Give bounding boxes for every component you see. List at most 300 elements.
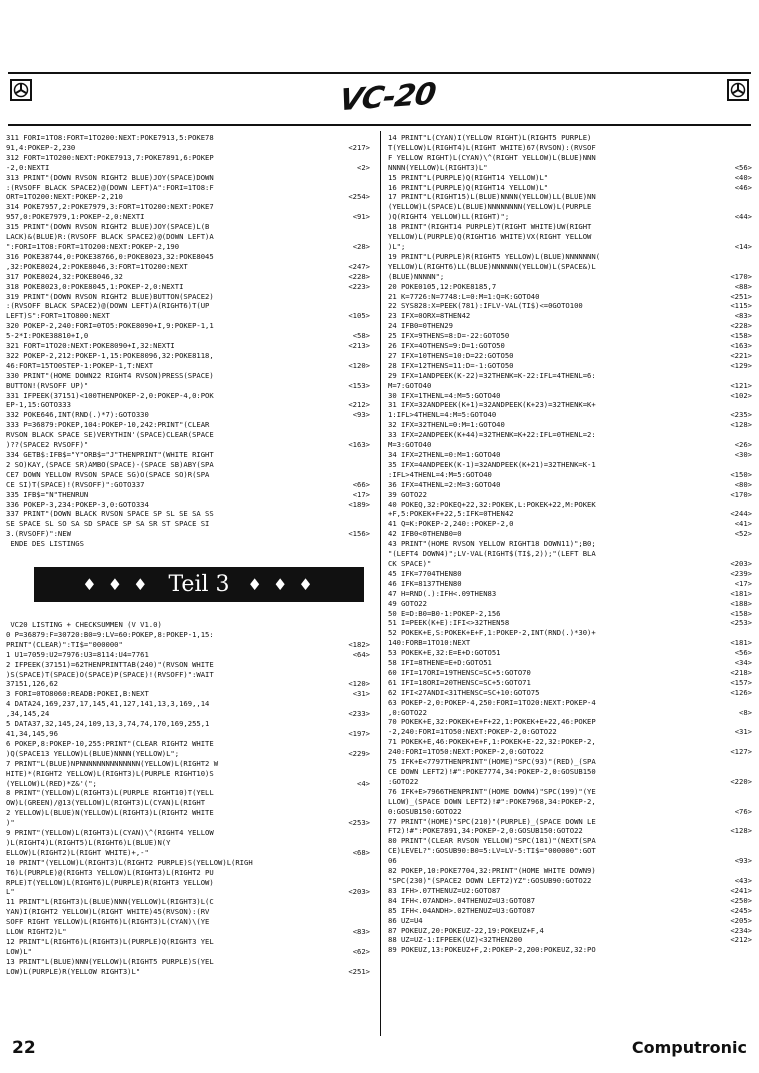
code-text: HITE)*(RIGHT2 YELLOW)L(RIGHT3)L(PURPLE RIGHT10)S bbox=[6, 768, 214, 778]
listing-line bbox=[6, 262, 370, 272]
listing-line bbox=[6, 709, 370, 719]
code-text: )S(SPACE)T(SPACE)O(SPACE)P(SPACE)!(RVSOFF)":WAIT bbox=[6, 669, 214, 679]
listing-line bbox=[388, 599, 752, 609]
listing-line bbox=[388, 688, 752, 698]
left-column-listing bbox=[6, 133, 370, 549]
code-text: 331 IFPEEK(37151)<100THENPOKEP-2,0:POKEP-4,0:POK bbox=[6, 390, 214, 400]
code-text: 334 GETB$:IFB$="Y"ORB$="J"THENPRINT"(WHITE RIGHT bbox=[6, 450, 214, 459]
listing-line bbox=[6, 858, 370, 868]
checksum: <228> bbox=[348, 271, 370, 281]
code-text: 337 PRINT"(DOWN BLACK RVSON SPACE SP SL SE SA SS bbox=[6, 509, 214, 519]
listing-line bbox=[388, 549, 752, 559]
listing-line bbox=[388, 262, 752, 272]
code-text: 46:FORT=15TO0STEP-1:POKEP-1,T:NEXT bbox=[6, 360, 154, 370]
code-text: 40 POKEQ,32:POKEQ+22,32:POKEK,L:POKEK+22,M:POKEK bbox=[388, 499, 596, 509]
code-text: 80 PRINT"(CLEAR RVSON YELLOW)"SPC(181)"(NEXT(SPA bbox=[388, 836, 596, 846]
listing-line bbox=[388, 826, 752, 836]
code-text: CE SI)T(SPACE)!(RVSOFF)":GOTO337 bbox=[6, 479, 145, 489]
listing-line bbox=[388, 341, 752, 351]
listing-line bbox=[6, 798, 370, 808]
listing-line bbox=[6, 907, 370, 917]
code-text: )??(SPACE2 RVSOFF)" bbox=[6, 440, 89, 450]
checksum: <158> bbox=[730, 608, 752, 618]
listing-line bbox=[6, 957, 370, 967]
code-text: CK SPACE)" bbox=[388, 558, 432, 568]
checksum: <189> bbox=[348, 499, 370, 509]
vc20-logo: VC-20 bbox=[336, 76, 438, 119]
checksum: <8> bbox=[739, 707, 752, 717]
checksum: <233> bbox=[348, 709, 370, 719]
code-text: 4 DATA24,169,237,17,145,41,127,141,13,3,169,,14 bbox=[6, 699, 210, 709]
code-text: 18 PRINT"(RIGHT14 PURPLE)T(RIGHT WHITE)UW(RIGHT bbox=[388, 222, 592, 232]
listing-line bbox=[388, 480, 752, 490]
checksum: <91> bbox=[352, 212, 370, 222]
listing-line bbox=[6, 927, 370, 937]
listing-line bbox=[388, 876, 752, 886]
code-text: (BLUE)NNNNN"; bbox=[388, 271, 445, 281]
checksum: <228> bbox=[730, 321, 752, 331]
checksum: <66> bbox=[352, 479, 370, 489]
code-text: 315 PRINT"(DOWN RVSON RIGHT2 BLUE)JOY(SPACE)L(B bbox=[6, 222, 210, 232]
checksum: <158> bbox=[730, 331, 752, 341]
checksum: <157> bbox=[730, 677, 752, 687]
listing-line bbox=[6, 470, 370, 480]
listing-line bbox=[388, 470, 752, 480]
code-text: 88 UZ=UZ-1:IFPEEK(UZ)<32THEN200 bbox=[388, 935, 523, 945]
checksum: <56> bbox=[734, 648, 752, 658]
listing-line bbox=[6, 779, 370, 789]
listing-line bbox=[388, 717, 752, 727]
code-text: 75 IFK+E<7797THENPRINT"(HOME)"SPC(93)"(RED)_(SPA bbox=[388, 757, 596, 767]
code-text: ,32:POKE8024,2:POKE8046,3:FORT=1TO200:NEXT bbox=[6, 261, 188, 271]
listing-line bbox=[6, 808, 370, 818]
listing-line bbox=[6, 887, 370, 897]
checksum: <150> bbox=[730, 469, 752, 479]
code-text: L" bbox=[6, 887, 15, 897]
code-text: 24 IFB0=0THEN29 bbox=[388, 321, 453, 331]
code-text: 333 P=36879:POKEP,104:POKEP-10,242:PRINT"(CLEAR bbox=[6, 420, 210, 430]
checksum: <56> bbox=[734, 162, 752, 172]
listing-line bbox=[6, 252, 370, 262]
code-text: LLOW)_(SPACE DOWN LEFT2)!#":POKE7968,34:POKEP-2, bbox=[388, 796, 596, 806]
listing-line bbox=[6, 133, 370, 143]
code-text: 21 K=7726:N=7748:L=0:M=1:Q=K:GOTO40 bbox=[388, 291, 540, 301]
listing-line bbox=[388, 747, 752, 757]
code-text: 42 IFB0<0THENB0=0 bbox=[388, 529, 462, 539]
checksum: <221> bbox=[730, 350, 752, 360]
checksum: <129> bbox=[730, 360, 752, 370]
code-text: 60 IFI=17ORI=19THENSC=SC+5:GOTO70 bbox=[388, 667, 531, 677]
listing-line bbox=[388, 212, 752, 222]
code-text: CE7 DOWN YELLOW RVSON SPACE SG)O(SPACE SO)R(SPA bbox=[6, 469, 210, 479]
listing-line bbox=[388, 698, 752, 708]
listing-line bbox=[388, 945, 752, 955]
code-text: 06 bbox=[388, 856, 397, 866]
checksum: <30> bbox=[734, 450, 752, 459]
checksum: <128> bbox=[730, 826, 752, 836]
column-divider bbox=[380, 131, 381, 1036]
code-text: NNNN(YELLOW)L(RIGHT3)L" bbox=[388, 162, 488, 172]
code-text: 13 PRINT"L(BLUE)NNN(YELLOW)L(RIGHT5 PURPLE)S(YEL bbox=[6, 956, 214, 966]
listing-line bbox=[388, 509, 752, 519]
code-text: )" bbox=[6, 818, 15, 828]
code-text: 36 IFX=4THENL=2:M=3:GOTO40 bbox=[388, 479, 501, 489]
code-text: F YELLOW RIGHT)L(CYAN)\^(RIGHT YELLOW)L(BLUE)NNN bbox=[388, 152, 596, 162]
code-text: 39 GOTO22 bbox=[388, 489, 427, 499]
listing-line bbox=[6, 868, 370, 878]
checksum: <120> bbox=[348, 679, 370, 689]
checksum: <80> bbox=[734, 479, 752, 489]
listing-line bbox=[388, 886, 752, 896]
code-text: 140:FORB=1TO10:NEXT bbox=[388, 638, 471, 648]
checksum: <52> bbox=[734, 529, 752, 539]
listing-line bbox=[388, 678, 752, 688]
checksum: <58> bbox=[352, 331, 370, 341]
checksum: <188> bbox=[730, 598, 752, 608]
listing-line bbox=[6, 400, 370, 410]
checksum: <83> bbox=[734, 311, 752, 321]
listing-line bbox=[6, 848, 370, 858]
code-text: 70 POKEK+E,32:POKEK+E+F+22,1:POKEK+E+22,46:POKEP bbox=[388, 717, 596, 727]
listing-line bbox=[6, 917, 370, 927]
checksum: <203> bbox=[348, 887, 370, 897]
code-text: 3 FORI=0TO8060:READB:POKEI,B:NEXT bbox=[6, 689, 149, 699]
code-text: LEFT)S":FORT=1TO800:NEXT bbox=[6, 311, 110, 321]
code-text: YAN)I(RIGHT2 YELLOW)L(RIGHT WHITE)45(RVSON):(RV bbox=[6, 907, 210, 917]
checksum: <239> bbox=[730, 568, 752, 578]
code-text: 19 PRINT"L(PURPLE)R(RIGHT5 YELLOW)L(BLUE)NNNNNNN( bbox=[388, 251, 601, 261]
listing-line bbox=[388, 500, 752, 510]
commodore-emblem-right-icon bbox=[727, 79, 749, 101]
code-text: YELLOW)L(RIGHT6)LL(BLUE)NNNNNN(YELLOW)L(SPACE&)L bbox=[388, 261, 596, 271]
code-text: SOFF RIGHT YELLOW)L(RIGHT6)L(RIGHT3)L(CYAN)\(YE bbox=[6, 917, 210, 927]
listing-line bbox=[388, 618, 752, 628]
checksum: <44> bbox=[734, 212, 752, 222]
code-text: 61 IFI=18ORI=20THENSC=SC+5:GOTO71 bbox=[388, 677, 531, 687]
listing-line bbox=[6, 371, 370, 381]
listing-line bbox=[6, 729, 370, 739]
code-text: 41 Q=K:POKEP-2,240::POKEP-2,0 bbox=[388, 519, 514, 529]
listing-line bbox=[388, 163, 752, 173]
listing-line bbox=[388, 252, 752, 262]
listing-line bbox=[6, 769, 370, 779]
code-text: LACK)&(BLUE)R:(RVSOFF BLACK SPACE2)@(DOWN LEFT)A bbox=[6, 232, 214, 242]
listing-line bbox=[388, 777, 752, 787]
checksum: <170> bbox=[730, 489, 752, 499]
listing-line bbox=[6, 301, 370, 311]
section-banner bbox=[34, 567, 364, 602]
code-text: 8 PRINT"(YELLOW)L(RIGHT3)L(PURPLE RIGHT10)T(YELL bbox=[6, 788, 214, 798]
listing-line bbox=[6, 321, 370, 331]
code-text: 15 PRINT"L(PURPLE)Q(RIGHT14 YELLOW)L" bbox=[388, 172, 549, 182]
checksum: <251> bbox=[348, 966, 370, 976]
checksum: <76> bbox=[734, 806, 752, 816]
code-text: 20 POKE0105,12:POKE8185,7 bbox=[388, 281, 497, 291]
listing-line bbox=[388, 906, 752, 916]
code-text: 34 IFX=2THENL=0:M=1:GOTO40 bbox=[388, 450, 501, 459]
checksum: <26> bbox=[734, 440, 752, 450]
listing-line bbox=[388, 321, 752, 331]
top-rule bbox=[8, 72, 751, 74]
code-text: 27 IFX=10THENS=10:D=22:GOTO50 bbox=[388, 350, 514, 360]
code-text: ENDE DES LISTINGS bbox=[6, 539, 84, 549]
checksum: <121> bbox=[730, 380, 752, 390]
code-text: 37151,126,62 bbox=[6, 679, 58, 689]
listing-line bbox=[388, 331, 752, 341]
code-text: SE SPACE SL SO SA SD SPACE SP SA SR ST SPACE SI bbox=[6, 519, 210, 529]
checksum: <41> bbox=[734, 519, 752, 529]
code-text: RPLE)T(YELLOW)L(RIGHT6)L(PURPLE)R(RIGHT3 YELLOW) bbox=[6, 877, 214, 887]
checksum: <245> bbox=[730, 905, 752, 915]
code-text: LLOW RIGHT2)L" bbox=[6, 927, 67, 937]
code-text: 83 IFH>.07THENUZ=U2:GOTO87 bbox=[388, 885, 501, 895]
listing-line bbox=[6, 450, 370, 460]
listing-line bbox=[6, 341, 370, 351]
code-text: 312 FORT=1TO200:NEXT:POKE7913,7:POKE7891,6:POKEP bbox=[6, 152, 214, 162]
code-text: )L(RIGHT4)L(RIGHT5)L(RIGHT6)L(BLUE)N(Y bbox=[6, 837, 171, 847]
checksum: <153> bbox=[348, 380, 370, 390]
code-text: 3.(RVSOFF)":NEW bbox=[6, 529, 71, 539]
code-text: PRINT"(CLEAR)":TI$="000000" bbox=[6, 639, 123, 649]
listing-line bbox=[6, 828, 370, 838]
code-text: 321 FORT=1TO20:NEXT:POKE8090+I,32:NEXTI bbox=[6, 341, 175, 351]
code-text: 317 POKE8024,32:POKE8046,32 bbox=[6, 271, 123, 281]
code-text: 58 IFI=8THENE=E+D:GOTO51 bbox=[388, 658, 492, 668]
page-number: 22 bbox=[12, 1038, 36, 1058]
checksum: <93> bbox=[352, 410, 370, 420]
listing-line bbox=[6, 183, 370, 193]
listing-line bbox=[388, 856, 752, 866]
listing-line bbox=[6, 173, 370, 183]
code-text: 320 POKEP-2,240:FORI=0TO5:POKE8090+I,9:POKEP-1,1 bbox=[6, 321, 214, 331]
listing-line bbox=[388, 896, 752, 906]
listing-line bbox=[388, 658, 752, 668]
checksum: <212> bbox=[348, 400, 370, 410]
code-text: 319 PRINT"(DOWN RVSON RIGHT2 BLUE)BUTTON(SPACE2) bbox=[6, 291, 214, 301]
code-text: 318 POKE8023,0:POKE8045,1:POKEP-2,0:NEXTI bbox=[6, 281, 184, 291]
code-text: 332 POKE646,INT(RND(.)*7):GOTO330 bbox=[6, 410, 149, 420]
listing-line bbox=[6, 311, 370, 321]
listing-line bbox=[388, 708, 752, 718]
code-text: 2 YELLOW)L(BLUE)N(YELLOW)L(RIGHT3)L(RIGHT2 WHITE bbox=[6, 808, 214, 818]
code-text: 76 IFK+E>7966THENPRINT"(HOME DOWN4)"SPC(199)"(YE bbox=[388, 786, 596, 796]
code-text: 335 IFB$="N"THENRUN bbox=[6, 489, 89, 499]
listing-line bbox=[388, 272, 752, 282]
listing-line bbox=[388, 817, 752, 827]
listing-line bbox=[6, 381, 370, 391]
listing-line bbox=[6, 660, 370, 670]
code-text: YELLOW)L(PURPLE)Q(RIGHT16 WHITE)VX(RIGHT YELLOW bbox=[388, 232, 592, 242]
code-text: 330 PRINT"(HOME DOWN22 RIGHT4 RVSON)PRESS(SPACE) bbox=[6, 370, 214, 380]
listing-line bbox=[388, 490, 752, 500]
code-text: 10 PRINT"(YELLOW)L(RIGHT3)L(RIGHT2 PURPLE)S(YELLOW)L(RIGH bbox=[6, 857, 253, 867]
code-text: OW)L(GREEN)/@13(YELLOW)L(RIGHT3)L(CYAN)L(RIGHT bbox=[6, 798, 206, 808]
listing-line bbox=[388, 767, 752, 777]
listing-line bbox=[388, 282, 752, 292]
code-text: M=3:GOTO40 bbox=[388, 440, 432, 450]
code-text: T6)L(PURPLE)@(RIGHT3 YELLOW)L(RIGHT3)L(RIGHT2 PU bbox=[6, 867, 214, 877]
checksum: <205> bbox=[730, 915, 752, 925]
listing-line bbox=[6, 670, 370, 680]
listing-line bbox=[6, 749, 370, 759]
checksum: <213> bbox=[348, 341, 370, 351]
listing-line bbox=[6, 650, 370, 660]
code-text: "(LEFT4 DOWN4)";LV-VAL(RIGHT$(TI$,2));"(LEFT BLA bbox=[388, 549, 596, 559]
checksum: <88> bbox=[734, 281, 752, 291]
code-text: 33 IFX=2ANDPEEK(K+44)=32THENK=K+22:IFL=0THENL=2: bbox=[388, 430, 596, 440]
listing-line bbox=[388, 440, 752, 450]
code-text: 22 SYS828:X=PEEK(781):IFLV-VAL(TI$)<=0GOTO100 bbox=[388, 301, 583, 311]
listing-line bbox=[388, 529, 752, 539]
code-text: 71 POKEK+E,46:POKEK+E+F,1:POKEK+E-22,32:POKEP-2, bbox=[388, 737, 596, 747]
listing-line bbox=[6, 788, 370, 798]
listing-line bbox=[6, 460, 370, 470]
code-text: 50 E=D:B0=B0-1:POKEP-2,156 bbox=[388, 608, 501, 618]
checksum: <218> bbox=[730, 667, 752, 677]
checksum: <2> bbox=[357, 162, 370, 172]
left-column-listing-2 bbox=[6, 620, 370, 977]
listing-line bbox=[388, 242, 752, 252]
code-text: (YELLOW)L(RED)*Z&'("; bbox=[6, 778, 97, 788]
code-text: 0 P=36879:F=30720:B0=9:LV=60:POKEP,8:POKEP-1,15: bbox=[6, 629, 214, 639]
code-text: 85 IFH<.04ANDH>.02THENUZ=U3:GOTO87 bbox=[388, 905, 536, 915]
code-text: ,34,145,24 bbox=[6, 709, 50, 719]
commodore-emblem-left-icon bbox=[10, 79, 32, 101]
checksum: <247> bbox=[348, 261, 370, 271]
checksum: <17> bbox=[734, 578, 752, 588]
listing-line bbox=[388, 916, 752, 926]
listing-line bbox=[388, 559, 752, 569]
listing-line bbox=[6, 689, 370, 699]
listing-line bbox=[6, 490, 370, 500]
code-text: 316 POKE38744,0:POKE38766,0:POKE8023,32:POKE8045 bbox=[6, 251, 214, 261]
code-text: 53 POKEK+E,32:E=E+D:GOTO51 bbox=[388, 648, 501, 658]
checksum: <229> bbox=[348, 748, 370, 758]
code-text: 9 PRINT"(YELLOW)L(RIGHT3)L(CYAN)\^(RIGHT4 YELLOW bbox=[6, 828, 214, 838]
listing-line bbox=[388, 836, 752, 846]
checksum: <203> bbox=[730, 558, 752, 568]
code-text: 336 POKEP-3,234:POKEP-3,0:GOTO334 bbox=[6, 499, 149, 509]
listing-line bbox=[6, 430, 370, 440]
code-text: LOW)L" bbox=[6, 946, 32, 956]
listing-line bbox=[388, 935, 752, 945]
code-text: -2,0:NEXTI bbox=[6, 162, 50, 172]
listing-line bbox=[6, 719, 370, 729]
checksum: <68> bbox=[352, 847, 370, 857]
listing-line bbox=[6, 818, 370, 828]
listing-line bbox=[6, 509, 370, 519]
code-text: 86 UZ=U4 bbox=[388, 915, 423, 925]
checksum: <197> bbox=[348, 728, 370, 738]
listing-line bbox=[6, 222, 370, 232]
listing-line bbox=[388, 301, 752, 311]
listing-line bbox=[388, 381, 752, 391]
code-text: 45 IFK=7704THEN80 bbox=[388, 568, 462, 578]
checksum: <163> bbox=[730, 341, 752, 351]
code-text: :(RVSOFF BLACK SPACE2)@(DOWN LEFT)A":FORI=1TO8:F bbox=[6, 182, 214, 192]
code-text: ORT=1TO200:NEXT:POKEP-2,210 bbox=[6, 192, 123, 202]
code-text: 52 POKEK+E,S:POKEK+E+F,1:POKEP-2,INT(RND(.)*30)+ bbox=[388, 628, 596, 638]
listing-line bbox=[388, 143, 752, 153]
listing-line bbox=[388, 539, 752, 549]
listing-line bbox=[388, 232, 752, 242]
checksum: <253> bbox=[730, 618, 752, 628]
code-text: 41,34,145,96 bbox=[6, 728, 58, 738]
code-text: 1 U1=7059:U2=7976:U3=8114:U4=7761 bbox=[6, 649, 149, 659]
listing-line bbox=[6, 640, 370, 650]
listing-line bbox=[6, 739, 370, 749]
checksum: <62> bbox=[352, 946, 370, 956]
listing-line bbox=[388, 222, 752, 232]
code-text: 957,0:POKE7979,1:POKEP-2,0:NEXTI bbox=[6, 212, 145, 222]
right-column-listing bbox=[388, 133, 752, 955]
code-text: VC20 LISTING + CHECKSUMMEN (V V1.0) bbox=[6, 620, 162, 629]
code-text: 84 IFH<.07ANDH>.04THENUZ=U3:GOTO87 bbox=[388, 895, 536, 905]
code-text: 1:IFL>4THENL=4:M=5:GOTO40 bbox=[388, 410, 497, 420]
checksum: <40> bbox=[734, 172, 752, 182]
code-text: 82 POKEP,10:POKE7704,32:PRINT"(HOME WHITE DOWN9) bbox=[388, 866, 596, 876]
code-text: 16 PRINT"L(PURPLE)Q(RIGHT14 YELLOW)L" bbox=[388, 182, 549, 192]
diamonds-right: ♦ ♦ ♦ bbox=[247, 575, 316, 594]
code-text: M=7:GOTO40 bbox=[388, 380, 432, 390]
code-text: 240:FORI=1TO50:NEXT:POKEP-2,0:GOTO22 bbox=[388, 747, 544, 757]
checksum: <102> bbox=[730, 390, 752, 400]
listing-line bbox=[388, 202, 752, 212]
listing-line bbox=[388, 797, 752, 807]
code-text: 62 IFI<27ANDI<31THENSC=SC+10:GOTO75 bbox=[388, 687, 540, 697]
code-text: -2,240:FORI=1TO50:NEXT:POKEP-2,0:GOTO22 bbox=[388, 727, 557, 737]
checksum: <34> bbox=[734, 658, 752, 668]
checksum: <234> bbox=[730, 925, 752, 935]
code-text: 2 IFPEEK(37151)=62THENPRINTTAB(240)"(RVSON WHITE bbox=[6, 659, 214, 669]
listing-line bbox=[388, 183, 752, 193]
listing-line bbox=[6, 759, 370, 769]
listing-line bbox=[388, 420, 752, 430]
listing-line bbox=[6, 937, 370, 947]
checksum: <181> bbox=[730, 638, 752, 648]
checksum: <235> bbox=[730, 410, 752, 420]
code-text: 314 POKE7957,2:POKE7979,3:FORT=1TO200:NEXT:POKE7 bbox=[6, 202, 214, 212]
code-text: RVSON BLACK SPACE SE)VERYTHIN'(SPACE)CLEAR(SPACE bbox=[6, 430, 214, 440]
code-text: (YELLOW)L(SPACE)L(BLUE)NNNNNNNN(YELLOW)L(PURPLE bbox=[388, 202, 592, 212]
listing-line bbox=[6, 620, 370, 630]
code-text: 2 SO)KAY,(SPACE SR)AMBO(SPACE)-(SPACE SB)ABY(SPA bbox=[6, 459, 214, 469]
listing-line bbox=[388, 589, 752, 599]
listing-line bbox=[6, 529, 370, 539]
checksum: <128> bbox=[730, 420, 752, 430]
checksum: <105> bbox=[348, 311, 370, 321]
listing-line bbox=[388, 846, 752, 856]
code-text: 32 IFX=32THENL=0:M=1:GOTO40 bbox=[388, 420, 505, 430]
listing-line bbox=[388, 430, 752, 440]
checksum: <28> bbox=[352, 241, 370, 251]
checksum: <163> bbox=[348, 440, 370, 450]
checksum: <217> bbox=[348, 142, 370, 152]
code-text: 63 POKEP-2,0:POKEP-4,250:FORI=1TO20:NEXT:POKEP-4 bbox=[388, 697, 596, 707]
code-text: T(YELLOW)L(RIGHT4)L(RIGHT WHITE)67(RVSON):(RVSOF bbox=[388, 142, 596, 152]
code-text: :IFL>4THENL=4:M=5:GOTO40 bbox=[388, 469, 492, 479]
code-text: ,0:GOTO22 bbox=[388, 707, 427, 717]
listing-line bbox=[6, 351, 370, 361]
listing-line bbox=[388, 450, 752, 460]
code-text: 29 IFX=1ANDPEEK(K-22)=32THENK=K-22:IFL=4THENL=6: bbox=[388, 370, 596, 380]
listing-line bbox=[6, 699, 370, 709]
listing-line bbox=[388, 361, 752, 371]
listing-line bbox=[6, 282, 370, 292]
checksum: <127> bbox=[730, 747, 752, 757]
diamonds-left: ♦ ♦ ♦ bbox=[82, 575, 151, 594]
listing-line bbox=[388, 628, 752, 638]
